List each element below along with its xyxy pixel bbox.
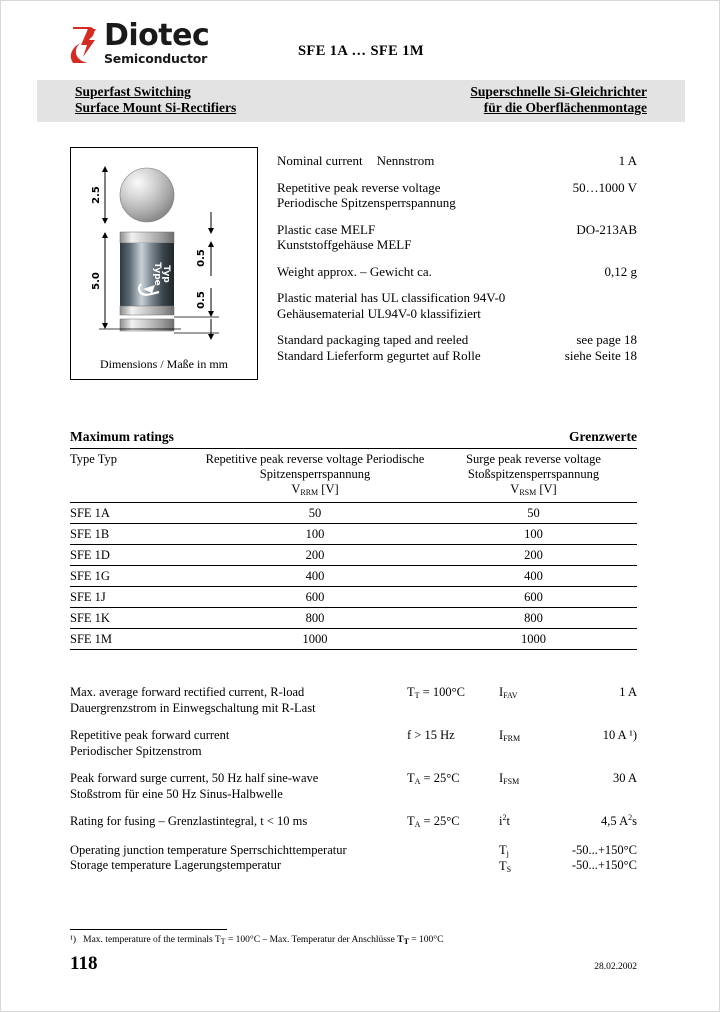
char-row-rating-for-fusing [70,814,637,831]
ratings-title-en: Maximum ratings [70,429,174,444]
char-condition: $T_A = 25^\circ C$ [407,771,460,786]
col-vrrm-en: Repetitive peak reverse voltage [205,452,363,466]
cell-vrsm: 100 [430,524,637,545]
svg-text:Typ: Typ [161,265,171,283]
spec-row-repetitive-peak-reverse-voltage [277,180,637,211]
col-vrsm-symbol: $V_{RSM}$ [V] [510,482,557,497]
svg-text:0.5: 0.5 [196,249,207,267]
cell-vrrm: 50 [200,503,430,524]
characteristics-section [70,685,637,888]
cell-type: SFE 1J [70,587,200,608]
drawing-caption: Dimensions / Maße in mm [100,357,228,371]
spec-value: 50…1000 V [572,179,637,195]
spec-desc-en: Repetitive peak reverse voltage [277,179,441,195]
footnote-separator: – [262,935,268,945]
page-header [1,1,720,76]
col-vrrm-symbol: $V_{RRM}$ [V] [291,482,339,497]
spec-desc-en: Plastic case MELF [277,221,376,237]
package-drawing-box [70,147,258,380]
char-condition: $T_A = 25^\circ C$ [407,814,460,829]
table-row [70,503,637,524]
spec-desc-de: Standard Lieferform gegurtet auf Rolle [277,347,481,363]
footnote-text-en: Max. temperature of the terminals $T_T = 100^\circ C$ [83,935,261,946]
table-row [70,629,637,650]
cell-vrrm: 400 [200,566,430,587]
col-header-vrrm [200,449,430,503]
char-desc-en: Peak forward surge current, 50 Hz half sine-wave [70,771,319,785]
char-condition: f > 15 Hz [407,728,455,742]
char-desc-en: Repetitive peak forward current [70,728,230,742]
band-title-german [470,84,647,116]
band-en-line1: Superfast Switching [75,84,191,99]
svg-text:Type: Type [152,262,162,286]
col-header-type [70,449,200,503]
ratings-table-header-row [70,449,637,503]
cell-type: SFE 1M [70,629,200,650]
page-footer [70,953,637,975]
spec-row-nominal-current [277,153,637,169]
spec-value: DO-213AB [576,221,637,237]
cell-vrrm: 1000 [200,629,430,650]
char-symbol-tj: $T_j$ [499,842,509,858]
cell-vrsm: 50 [430,503,637,524]
melf-package-drawing [71,148,257,379]
char-row-repetitive-peak-forward-current [70,728,637,759]
svg-text:5.0: 5.0 [91,272,102,290]
char-desc-junction-temp: Operating junction temperature Sperrschichttemperatur [70,842,347,857]
spec-desc-en: Standard packaging taped and reeled [277,332,469,347]
table-row [70,524,637,545]
char-condition: $T_T = 100^\circ C$ [407,685,465,700]
col-vrsm-de: Stoßspitzensperrspannung [467,467,600,481]
char-symbol-ts: $T_S$ [499,859,512,874]
spec-desc-en: Plastic material has UL classification 94V-0 [277,290,506,305]
cell-type: SFE 1A [70,503,200,524]
cell-vrsm: 600 [430,587,637,608]
spec-desc-en: Weight approx. – Gewicht ca. [277,263,432,279]
spec-row-packaging [277,332,637,363]
page-number: 118 [70,953,98,974]
char-desc-en: Rating for fusing – Grenzlastintegral, t < 10 ms [70,814,308,828]
char-desc-en: Max. average forward rectified current, R-load [70,685,305,699]
footnote [70,934,637,946]
char-symbol: $I_{FRM}$ [499,728,521,743]
char-desc-de: Dauergrenzstrom in Einwegschaltung mit R-Last [70,700,316,715]
maximum-ratings-section [70,429,637,650]
cell-vrrm: 200 [200,545,430,566]
spec-value: 0,12 g [604,263,637,279]
maximum-ratings-title [70,429,637,449]
band-title-english [75,84,236,116]
product-family-band [37,80,685,122]
char-symbol: $I_{FAV}$ [499,685,518,700]
spec-row-ul-classification [277,290,637,321]
ratings-table [70,449,637,650]
char-desc-storage-temp: Storage temperature Lagerungstemperatur [70,858,282,872]
char-row-temperatures [70,843,637,876]
char-symbol: $i^2t$ [499,813,510,828]
footnote-divider [70,929,227,930]
cell-type: SFE 1D [70,545,200,566]
svg-text:0.5: 0.5 [196,291,207,309]
char-desc-de: Periodischer Spitzenstrom [70,743,202,758]
spec-value-en: see page 18 [576,332,637,347]
spec-row-weight [277,264,637,280]
footnote-marker: ¹) [70,935,77,945]
table-row [70,608,637,629]
table-row [70,566,637,587]
spec-row-plastic-case [277,222,637,253]
char-value: 10 A ¹) [602,728,637,742]
cell-vrsm: 1000 [430,629,637,650]
char-value: 1 A [619,685,637,699]
cell-type: SFE 1B [70,524,200,545]
char-value: 30 A [613,771,637,785]
cell-vrrm: 800 [200,608,430,629]
spec-desc-de: Gehäusematerial UL94V-0 klassifiziert [277,305,481,321]
spec-desc-de: Kunststoffgehäuse MELF [277,237,412,252]
char-value: 4,5 $A^2s$ [601,813,637,828]
spec-desc-en: Nominal current Nennstrom [277,153,435,168]
page-title: SFE 1A … SFE 1M [297,43,425,59]
table-row [70,587,637,608]
col-vrrm-de: Periodische Spitzensperrspannung [259,452,425,481]
band-de-line1: Superschnelle Si-Gleichrichter [470,84,647,99]
char-desc-de: Stoßstrom für eine 50 Hz Sinus-Halbwelle [70,786,283,801]
char-row-peak-forward-surge-current [70,771,637,802]
band-en-line2: Surface Mount Si-Rectifiers [75,100,237,115]
band-de-line2: für die Oberflächenmontage [483,100,647,115]
footnote-text-de: Max. Temperatur der Anschlüsse $T_T = 100^\circ C$ [269,935,444,946]
cell-vrsm: 200 [430,545,637,566]
cell-vrsm: 400 [430,566,637,587]
char-row-avg-forward-current [70,685,637,716]
revision-date: 28.02.2002 [594,962,637,972]
table-row [70,545,637,566]
ratings-title-de: Grenzwerte [569,429,637,444]
logo-wordmark: Diotec [104,18,210,53]
spec-value-de: siehe Seite 18 [564,347,637,363]
col-type-de: Typ [97,452,117,466]
spec-value: 1 A [618,153,637,168]
cell-vrrm: 100 [200,524,430,545]
col-vrsm-en: Surge peak reverse voltage [466,452,601,466]
cell-type: SFE 1G [70,566,200,587]
cell-vrsm: 800 [430,608,637,629]
package-spec-list [277,153,637,374]
svg-text:2.5: 2.5 [91,186,102,204]
cell-vrrm: 600 [200,587,430,608]
char-symbol: $I_{FSM}$ [499,771,520,786]
spec-desc-de: Periodische Spitzensperrspannung [277,195,456,210]
col-type-en: Type [70,452,95,466]
char-value-tj: -50...+150°C [571,842,637,857]
logo-tagline: Semiconductor [104,51,208,66]
cell-type: SFE 1K [70,608,200,629]
col-header-vrsm [430,449,637,503]
char-value-ts: -50...+150°C [571,858,637,872]
